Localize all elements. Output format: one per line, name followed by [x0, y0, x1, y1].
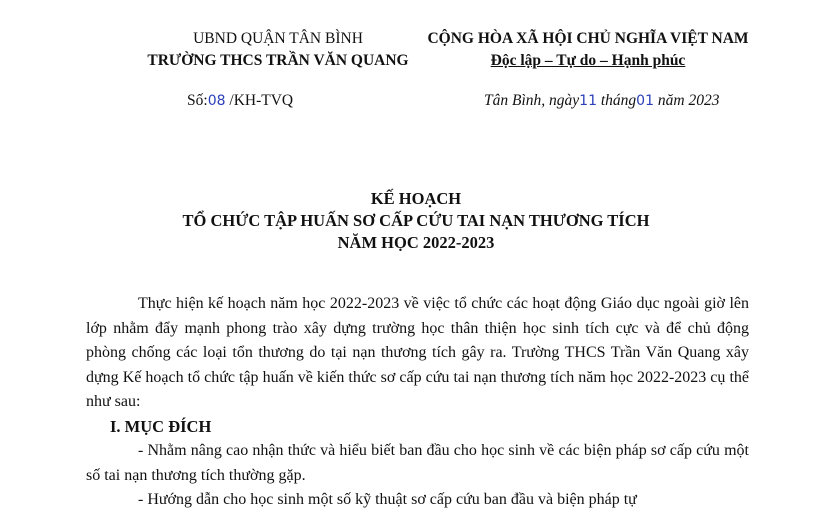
document-date: [484, 92, 719, 110]
header-left: [118, 28, 438, 72]
national-motto: Độc lập – Tự do – Hạnh phúc: [490, 52, 686, 69]
document-title: [60, 188, 772, 254]
date-month-handwritten: 01: [636, 93, 654, 109]
header-right: [418, 28, 758, 72]
purpose-item-2: - Hướng dẫn cho học sinh một số kỹ thuật sơ cấp cứu ban đầu và biện pháp tự: [138, 491, 637, 508]
title-line-2: TỔ CHỨC TẬP HUẤN SƠ CẤP CỨU TAI NẠN THƯƠNG TÍCH: [182, 211, 650, 230]
agency-name: UBND QUẬN TÂN BÌNH: [193, 30, 363, 47]
section-heading-purpose: I. MỤC ĐÍCH: [110, 416, 212, 436]
intro-paragraph: Thực hiện kế hoạch năm học 2022-2023 về việc tổ chức các hoạt động Giáo dục ngoài giờ lên lớp nhằm đẩy mạnh phong trào xây dựng trường học thân thiện học sinh tích cực và để chủ động phòng chống các loại tổn thương do tại nạn thương tích gây ra. Trường THCS Trần Văn Quang xây dựng Kế hoạch tổ chức tập huấn về kiến thức sơ cấp cứu tai nạn thương tích năm học 2022-2023 cụ thể như sau:: [86, 295, 749, 410]
document-number: [187, 92, 293, 110]
document-body: [86, 292, 749, 513]
title-line-3: NĂM HỌC 2022-2023: [337, 233, 495, 252]
date-month-label: tháng: [596, 92, 637, 109]
doc-number-prefix: Số:: [187, 92, 208, 109]
date-year: năm 2023: [654, 92, 720, 109]
school-name: TRƯỜNG THCS TRẦN VĂN QUANG: [147, 52, 409, 69]
date-day-handwritten: 11: [579, 93, 597, 109]
date-place: Tân Bình, ngày: [484, 92, 580, 109]
title-line-1: KẾ HOẠCH: [370, 189, 462, 208]
purpose-item-1: - Nhằm nâng cao nhận thức và hiểu biết ban đầu cho học sinh về các biện pháp sơ cấp cứu một số tai nạn thương tích thường gặp.: [86, 442, 749, 484]
doc-number-handwritten: 08: [207, 93, 226, 109]
nation-name: CỘNG HÒA XÃ HỘI CHỦ NGHĨA VIỆT NAM: [427, 30, 749, 47]
doc-number-suffix: /KH-TVQ: [225, 92, 294, 109]
